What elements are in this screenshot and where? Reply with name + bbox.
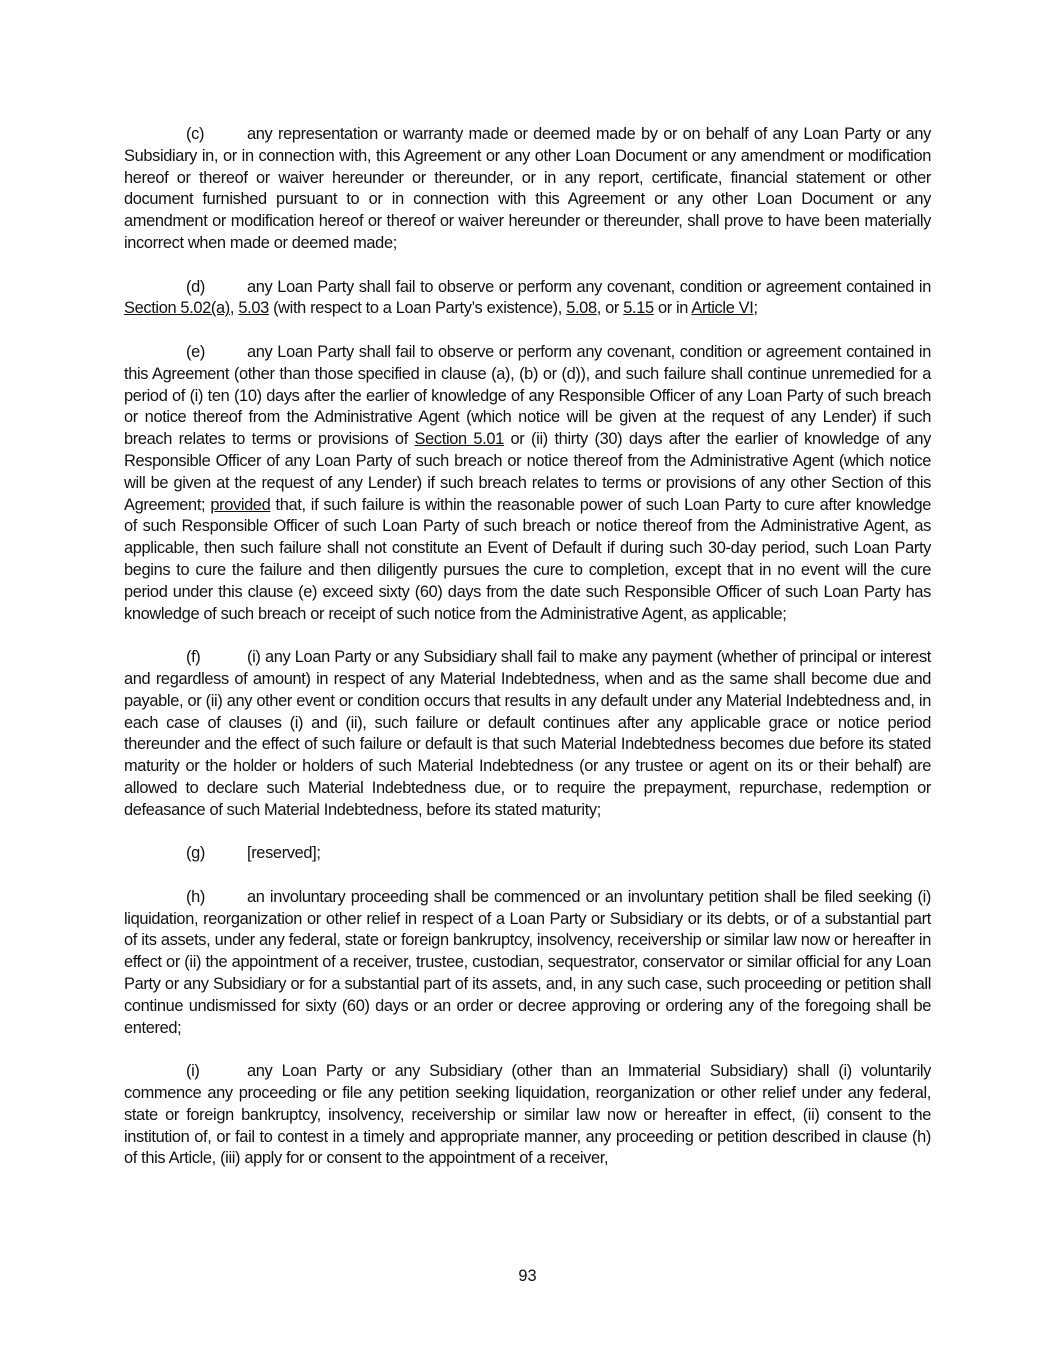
clause-text: any Loan Party shall fail to observe or perform any covenant, condition or agreement contained in bbox=[247, 277, 931, 296]
clause-text: an involuntary proceeding shall be commenced or an involuntary petition shall be filed seeking (i) liquidation, reorganization or other relief in respect of a Loan Party or Subsidiary or its debts, or of a substantial part of its assets, under any federal, state or foreign bankruptcy, insolvency, receivership or similar law now or hereafter in effect or (ii) the appointment of a receiver, trustee, custodian, sequestrator, conservator or similar official for any Loan Party or any Subsidiary or for a substantial part of its assets, and, in any such case, such proceeding or petition shall continue undismissed for sixty (60) days or an order or decree approving or ordering any of the foregoing shall be entered; bbox=[124, 887, 931, 1037]
clause-label: (c) bbox=[186, 125, 205, 143]
clause-text: or (ii) thirty (30) days after the earlier of knowledge of any Responsible Officer of any Loan Party of such breach or notice thereof from the Administrative Agent (which notice will be given at the request of any Lender) if such breach relates to terms or provisions of any other Section of this Agreement; bbox=[124, 430, 931, 514]
clause-c bbox=[124, 124, 931, 255]
clause-label: (e) bbox=[186, 342, 205, 361]
clause-text: (i) any Loan Party or any Subsidiary shall fail to make any payment (whether of principal or interest and regardless of amount) in respect of any Material Indebtedness, when and as the same shall become due and payable, or (ii) any other event or condition occurs that results in any default under any Material Indebtedness and, in each case of clauses (i) and (ii), such failure or default continues after any applicable grace or notice period thereunder and the effect of such failure or default is that such Material Indebtedness becomes due before its stated maturity or the holder or holders of such Material Indebtedness (or any trustee or agent on its or their behalf) are allowed to declare such Material Indebtedness due, or to require the prepayment, repurchase, redemption or defeasance of such Material Indebtedness, before its stated maturity; bbox=[124, 648, 931, 819]
document-body bbox=[124, 124, 931, 1192]
clause-e bbox=[124, 342, 931, 625]
clause-text: [reserved]; bbox=[247, 844, 321, 863]
clause-label: (f) bbox=[186, 648, 201, 667]
clause-text: , bbox=[229, 299, 239, 318]
clause-text: or in bbox=[653, 299, 692, 318]
clause-i bbox=[124, 1061, 931, 1170]
section-reference: Section 5.01 bbox=[414, 430, 504, 449]
section-reference: 5.08 bbox=[566, 299, 597, 318]
provided-term: provided bbox=[210, 495, 271, 514]
page-number: 93 bbox=[518, 1267, 537, 1285]
clause-d bbox=[124, 277, 931, 321]
clause-text: (with respect to a Loan Party’s existence), bbox=[268, 299, 567, 318]
clause-g bbox=[124, 843, 931, 865]
clause-f bbox=[124, 647, 931, 821]
clause-text: ; bbox=[753, 299, 758, 318]
clause-label: (h) bbox=[186, 887, 205, 906]
clause-label: (d) bbox=[186, 277, 205, 296]
clause-text: , or bbox=[596, 299, 624, 318]
clause-h bbox=[124, 887, 931, 1040]
clause-text: that, if such failure is within the reasonable power of such Loan Party to cure after knowledge of such Responsible Officer of such Loan Party of such breach or notice thereof from the Administrative Agent, as applicable, then such failure shall not constitute an Event of Default if during such 30-day period, such Loan Party begins to cure the failure and then diligently pursues the cure to completion, except that in no event will the cure period under this clause (e) exceed sixty (60) days from the date such Responsible Officer of such Loan Party has knowledge of such breach or receipt of such notice from the Administrative Agent, as applicable; bbox=[124, 495, 931, 623]
clause-label: (g) bbox=[186, 844, 205, 863]
clause-text: any representation or warranty made or deemed made by or on behalf of any Loan Party or any Subsidiary in, or in connection with, this Agreement or any other Loan Document or any amendment or modification hereof or thereof or waiver hereunder or thereunder, or in any report, certificate, financial statement or other document furnished pursuant to or in connection with this Agreement or any other Loan Document or any amendment or modification hereof or thereof or waiver hereunder or thereunder, shall prove to have been materially incorrect when made or deemed made; bbox=[124, 125, 931, 252]
clause-label: (i) bbox=[186, 1062, 200, 1081]
clause-text: any Loan Party or any Subsidiary (other than an Immaterial Subsidiary) shall (i) voluntarily commence any proceeding or file any petition seeking liquidation, reorganization or other relief under any federal, state or foreign bankruptcy, insolvency, receivership or similar law now or hereafter in effect, (ii) consent to the institution of, or fail to contest in a timely and appropriate manner, any proceeding or petition described in clause (h) of this Article, (iii) apply for or consent to the appointment of a receiver, bbox=[124, 1062, 931, 1168]
section-reference: 5.03 bbox=[238, 299, 269, 318]
section-reference: 5.15 bbox=[623, 299, 654, 318]
clause-text: any Loan Party shall fail to observe or perform any covenant, condition or agreement contained in this Agreement (other than those specified in clause (a), (b) or (d)), and such failure shall continue unremedied for a period of (i) ten (10) days after the earlier of knowledge of any Responsible Officer of any Loan Party of such breach or notice thereof from the Administrative Agent (which notice will be given at the request of any Lender) if such breach relates to terms or provisions of bbox=[124, 342, 931, 449]
section-reference: Section 5.02(a) bbox=[124, 299, 230, 318]
article-reference: Article VI bbox=[691, 299, 754, 318]
